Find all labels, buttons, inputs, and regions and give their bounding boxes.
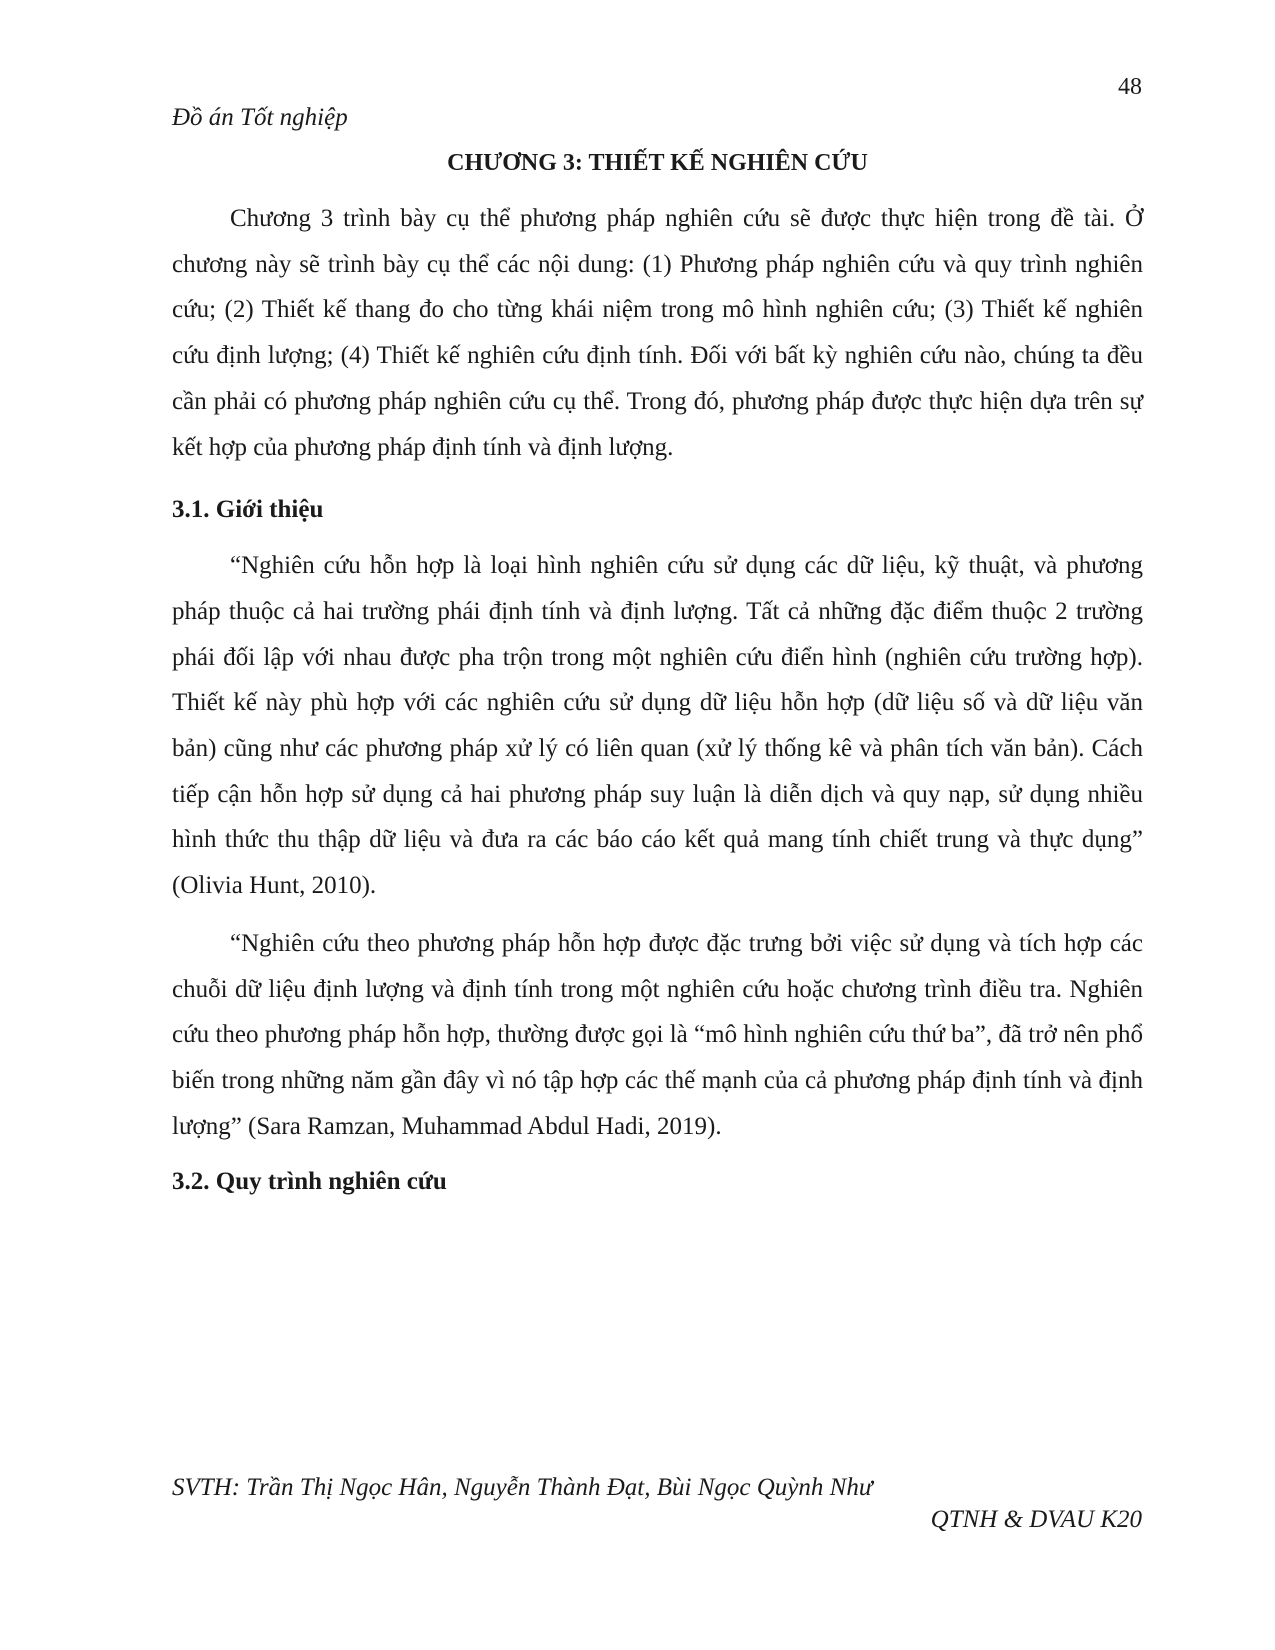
section-heading-introduction: 3.1. Giới thiệu	[172, 496, 324, 524]
chapter-intro-paragraph: Chương 3 trình bày cụ thể phương pháp nghiên cứu sẽ được thực hiện trong đề tài. Ở chương này sẽ trình bày cụ thể các nội dung: (1) Phương pháp nghiên cứu và quy trình nghiên cứu; (2) Thiết kế thang đo cho từng khái niệm trong mô hình nghiên cứu; (3) Thiết kế nghiên cứu định lượng; (4) Thiết kế nghiên cứu định tính. Đối với bất kỳ nghiên cứu nào, chúng ta đều cần phải có phương pháp nghiên cứu cụ thể. Trong đó, phương pháp được thực hiện dựa trên sự kết hợp của phương pháp định tính và định lượng.	[172, 205, 1143, 461]
page-number: 48	[1118, 74, 1142, 100]
chapter-title: CHƯƠNG 3: THIẾT KẾ NGHIÊN CỨU	[447, 150, 868, 176]
running-header: Đồ án Tốt nghiệp	[172, 104, 348, 131]
footer-class: QTNH & DVAU K20	[930, 1506, 1142, 1533]
footer-authors: SVTH: Trần Thị Ngọc Hân, Nguyễn Thành Đạt, Bùi Ngọc Quỳnh Như	[172, 1474, 873, 1501]
page-body	[172, 146, 1143, 1199]
section-paragraph: “Nghiên cứu theo phương pháp hỗn hợp được đặc trưng bởi việc sử dụng và tích hợp các chuỗi dữ liệu định lượng và định tính trong một nghiên cứu hoặc chương trình điều tra. Nghiên cứu theo phương pháp hỗn hợp, thường được gọi là “mô hình nghiên cứu thứ ba”, đã trở nên phổ biến trong những năm gần đây vì nó tập hợp các thế mạnh của cả phương pháp định tính và định lượng” (Sara Ramzan, Muhammad Abdul Hadi, 2019).	[172, 929, 1143, 1140]
section-heading-research-process: 3.2. Quy trình nghiên cứu	[172, 1168, 447, 1196]
section-paragraph: “Nghiên cứu hỗn hợp là loại hình nghiên cứu sử dụng các dữ liệu, kỹ thuật, và phương pháp thuộc cả hai trường phái định tính và định lượng. Tất cả những đặc điểm thuộc 2 trường phái đối lập với nhau được pha trộn trong một nghiên cứu điển hình (nghiên cứu trường hợp). Thiết kế này phù hợp với các nghiên cứu sử dụng dữ liệu hỗn hợp (dữ liệu số và dữ liệu văn bản) cũng như các phương pháp xử lý có liên quan (xử lý thống kê và phân tích văn bản). Cách tiếp cận hỗn hợp sử dụng cả hai phương pháp suy luận là diễn dịch và quy nạp, sử dụng nhiều hình thức thu thập dữ liệu và đưa ra các báo cáo kết quả mang tính chiết trung và thực dụng” (Olivia Hunt, 2010).	[172, 552, 1143, 900]
